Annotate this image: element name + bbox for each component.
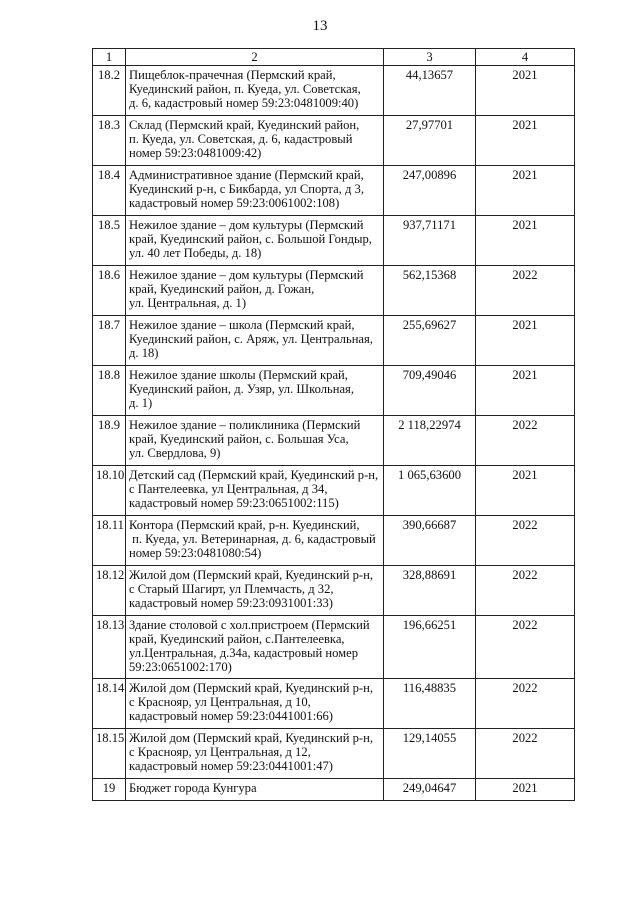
column-header-4: 4: [476, 49, 575, 66]
table-row: [93, 116, 575, 166]
property-table: [92, 48, 575, 801]
year-value: 2022: [476, 729, 575, 779]
row-number: 18.10: [93, 466, 126, 516]
description-line: Бюджет города Кунгура: [129, 781, 257, 795]
amount-value: 247,00896: [384, 166, 476, 216]
description-line: край, Куединский район, с. Большой Гондыр,: [129, 232, 372, 246]
description-line: п. Куеда, ул. Советская, д. 6, кадастровый: [129, 132, 353, 146]
year-value: 2021: [476, 166, 575, 216]
description-line: кадастровый номер 59:23:0931001:33): [129, 596, 334, 610]
table-row: [93, 266, 575, 316]
description-line: ул. 40 лет Победы, д. 18): [129, 246, 262, 260]
description-line: Куединский р-н, с Бикбарда, ул Спорта, д 3,: [129, 182, 364, 196]
row-number: 18.15: [93, 729, 126, 779]
table-row: [93, 516, 575, 566]
year-value: 2022: [476, 416, 575, 466]
amount-value: 562,15368: [384, 266, 476, 316]
description-line: Куединский район, с. Аряж, ул. Центральная,: [129, 332, 373, 346]
row-number: 18.5: [93, 216, 126, 266]
description-line: край, Куединский район, с. Большая Уса,: [129, 432, 349, 446]
description-line: номер 59:23:0481080:54): [129, 546, 262, 560]
table-row: [93, 416, 575, 466]
table-row: [93, 466, 575, 516]
amount-value: 2 118,22974: [384, 416, 476, 466]
object-description: [126, 616, 384, 679]
year-value: 2021: [476, 466, 575, 516]
year-value: 2021: [476, 216, 575, 266]
amount-value: 116,48835: [384, 679, 476, 729]
amount-value: 1 065,63600: [384, 466, 476, 516]
table-row: [93, 729, 575, 779]
description-line: Нежилое здание – дом культуры (Пермский: [129, 268, 364, 282]
object-description: [126, 266, 384, 316]
description-line: Контора (Пермский край, р-н. Куединский,: [129, 518, 360, 532]
description-line: кадастровый номер 59:23:0651002:115): [129, 496, 339, 510]
description-line: кадастровый номер 59:23:0441001:66): [129, 709, 334, 723]
description-line: д. 1): [129, 396, 153, 410]
description-line: с Краснояр, ул Центральная, д 10,: [129, 695, 311, 709]
description-line: Склад (Пермский край, Куединский район,: [129, 118, 360, 132]
description-line: Нежилое здание – поликлиника (Пермский: [129, 418, 361, 432]
table-body: [93, 66, 575, 801]
description-line: Жилой дом (Пермский край, Куединский р-н,: [129, 568, 374, 582]
amount-value: 249,04647: [384, 779, 476, 801]
row-number: 18.12: [93, 566, 126, 616]
table-row: [93, 616, 575, 679]
object-description: [126, 116, 384, 166]
object-description: [126, 516, 384, 566]
row-number: 18.14: [93, 679, 126, 729]
year-value: 2022: [476, 679, 575, 729]
object-description: [126, 679, 384, 729]
table-row: [93, 216, 575, 266]
amount-value: 328,88691: [384, 566, 476, 616]
table-row: [93, 366, 575, 416]
description-line: край, Куединский район, с.Пантелеевка,: [129, 632, 345, 646]
row-number: 18.4: [93, 166, 126, 216]
object-description: [126, 416, 384, 466]
object-description: [126, 466, 384, 516]
table-header-row: [93, 49, 575, 66]
description-line: Нежилое здание – школа (Пермский край,: [129, 318, 355, 332]
row-number: 18.13: [93, 616, 126, 679]
description-line: край, Куединский район, д. Гожан,: [129, 282, 315, 296]
year-value: 2021: [476, 66, 575, 116]
column-header-3: 3: [384, 49, 476, 66]
object-description: [126, 66, 384, 116]
year-value: 2022: [476, 616, 575, 679]
description-line: д. 6, кадастровый номер 59:23:0481009:40): [129, 96, 359, 110]
description-line: с Пантелеевка, ул Центральная, д 34,: [129, 482, 328, 496]
year-value: 2021: [476, 316, 575, 366]
description-line: 59:23:0651002:170): [129, 660, 232, 674]
row-number: 19: [93, 779, 126, 801]
amount-value: 937,71171: [384, 216, 476, 266]
description-line: Административное здание (Пермский край,: [129, 168, 364, 182]
row-number: 18.8: [93, 366, 126, 416]
object-description: [126, 729, 384, 779]
object-description: [126, 216, 384, 266]
description-line: с Краснояр, ул Центральная, д 12,: [129, 745, 311, 759]
table-row: [93, 316, 575, 366]
description-line: ул.Центральная, д.34а, кадастровый номер: [129, 646, 359, 660]
description-line: Пищеблок-прачечная (Пермский край,: [129, 68, 336, 82]
description-line: Нежилое здание – дом культуры (Пермский: [129, 218, 364, 232]
description-line: д. 18): [129, 346, 159, 360]
table-row: [93, 166, 575, 216]
table-row: [93, 66, 575, 116]
description-line: с Старый Шагирт, ул Племчасть, д 32,: [129, 582, 334, 596]
description-line: п. Куеда, ул. Ветеринарная, д. 6, кадастровый: [129, 532, 376, 546]
object-description: [126, 166, 384, 216]
row-number: 18.2: [93, 66, 126, 116]
table-row: [93, 566, 575, 616]
description-line: Здание столовой с хол.пристроем (Пермский: [129, 618, 370, 632]
description-line: Детский сад (Пермский край, Куединский р-н,: [129, 468, 379, 482]
page-number: 13: [312, 18, 328, 34]
amount-value: 129,14055: [384, 729, 476, 779]
year-value: 2021: [476, 116, 575, 166]
object-description: [126, 566, 384, 616]
year-value: 2021: [476, 779, 575, 801]
description-line: Куединский район, д. Узяр, ул. Школьная,: [129, 382, 355, 396]
row-number: 18.9: [93, 416, 126, 466]
year-value: 2022: [476, 266, 575, 316]
amount-value: 390,66687: [384, 516, 476, 566]
amount-value: 255,69627: [384, 316, 476, 366]
description-line: Жилой дом (Пермский край, Куединский р-н,: [129, 731, 374, 745]
description-line: Куединский район, п. Куеда, ул. Советская,: [129, 82, 361, 96]
object-description: [126, 316, 384, 366]
year-value: 2022: [476, 566, 575, 616]
description-line: кадастровый номер 59:23:0441001:47): [129, 759, 334, 773]
row-number: 18.7: [93, 316, 126, 366]
description-line: Жилой дом (Пермский край, Куединский р-н,: [129, 681, 374, 695]
amount-value: 709,49046: [384, 366, 476, 416]
amount-value: 44,13657: [384, 66, 476, 116]
description-line: Нежилое здание школы (Пермский край,: [129, 368, 348, 382]
description-line: ул. Центральная, д. 1): [129, 296, 247, 310]
description-line: номер 59:23:0481009:42): [129, 146, 262, 160]
row-number: 18.3: [93, 116, 126, 166]
object-description: [126, 366, 384, 416]
table-row: [93, 779, 575, 801]
amount-value: 196,66251: [384, 616, 476, 679]
column-header-2: 2: [126, 49, 384, 66]
description-line: ул. Свердлова, 9): [129, 446, 221, 460]
row-number: 18.6: [93, 266, 126, 316]
object-description: [126, 779, 384, 801]
column-header-1: 1: [93, 49, 126, 66]
row-number: 18.11: [93, 516, 126, 566]
table-row: [93, 679, 575, 729]
amount-value: 27,97701: [384, 116, 476, 166]
year-value: 2021: [476, 366, 575, 416]
description-line: кадастровый номер 59:23:0061002:108): [129, 196, 340, 210]
year-value: 2022: [476, 516, 575, 566]
